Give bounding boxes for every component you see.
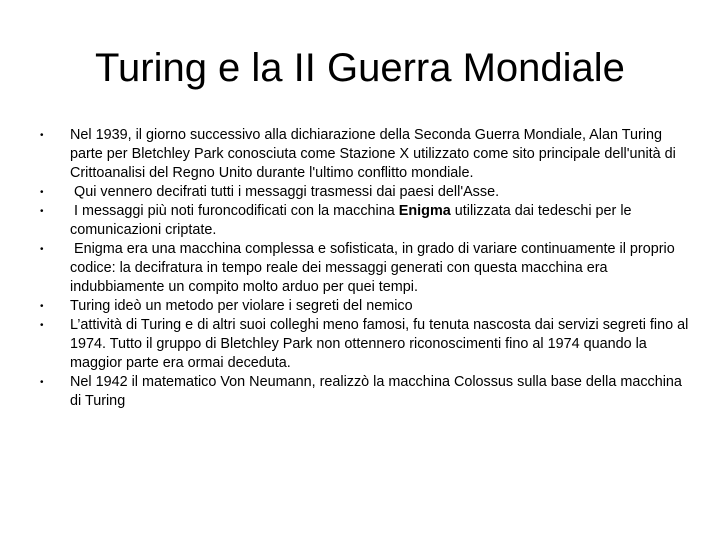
bullet-dot: • bbox=[40, 187, 44, 198]
bullet-text: Qui vennero decifrati tutti i messaggi trasmessi dai paesi dell'Asse. bbox=[70, 184, 500, 200]
bullet-dot: • bbox=[40, 320, 44, 331]
bullet-text: L’attività di Turing e di altri suoi colleghi meno famosi, fu tenuta nascosta dai servizi segreti fino al 1974. Tutto il gruppo di Bletchley Park non ottennero riconoscimenti fino al 1974 quando la maggior parte era ormai deceduta. bbox=[70, 317, 693, 371]
bullet-text: Nel 1942 il matematico Von Neumann, realizzò la macchina Colossus sulla base della macchina di Turing bbox=[70, 374, 686, 409]
bullet-text bbox=[70, 202, 696, 240]
bullet-text-after: utilizzata dai tedeschi per le comunicazioni criptate. bbox=[70, 203, 636, 238]
bullet-dot: • bbox=[40, 130, 44, 141]
bullet-dot: • bbox=[40, 301, 44, 312]
slide-title: Turing e la II Guerra Mondiale bbox=[95, 46, 625, 90]
bullet-item bbox=[36, 240, 696, 297]
bullet-list bbox=[36, 126, 696, 411]
bullet-item bbox=[36, 202, 696, 240]
bullet-dot: • bbox=[40, 377, 44, 388]
bullet-item bbox=[36, 126, 696, 183]
bullet-item bbox=[36, 316, 696, 373]
bullet-dot: • bbox=[40, 206, 44, 217]
bullet-text: Turing ideò un metodo per violare i segreti del nemico bbox=[70, 298, 413, 314]
bullet-dot: • bbox=[40, 244, 44, 255]
bullet-text-before: I messaggi più noti furoncodificati con la macchina bbox=[70, 203, 399, 219]
bullet-item bbox=[36, 183, 696, 202]
bullet-text: Nel 1939, il giorno successivo alla dichiarazione della Seconda Guerra Mondiale, Alan Turing parte per Bletchley Park conosciuta come Stazione X utilizzato come sito principale dell'unità di Crittoanalisi del Regno Unito durante l'ultimo conflitto mondiale. bbox=[70, 127, 680, 181]
bullet-item bbox=[36, 373, 696, 411]
enigma-bold-term: Enigma bbox=[398, 203, 451, 219]
bullet-text: Enigma era una macchina complessa e sofisticata, in grado di variare continuamente il proprio codice: la decifratura in tempo reale dei messaggi generati con questa macchina era indubbiamente un compito molto arduo per quei tempi. bbox=[70, 241, 679, 295]
bullet-item bbox=[36, 297, 696, 316]
